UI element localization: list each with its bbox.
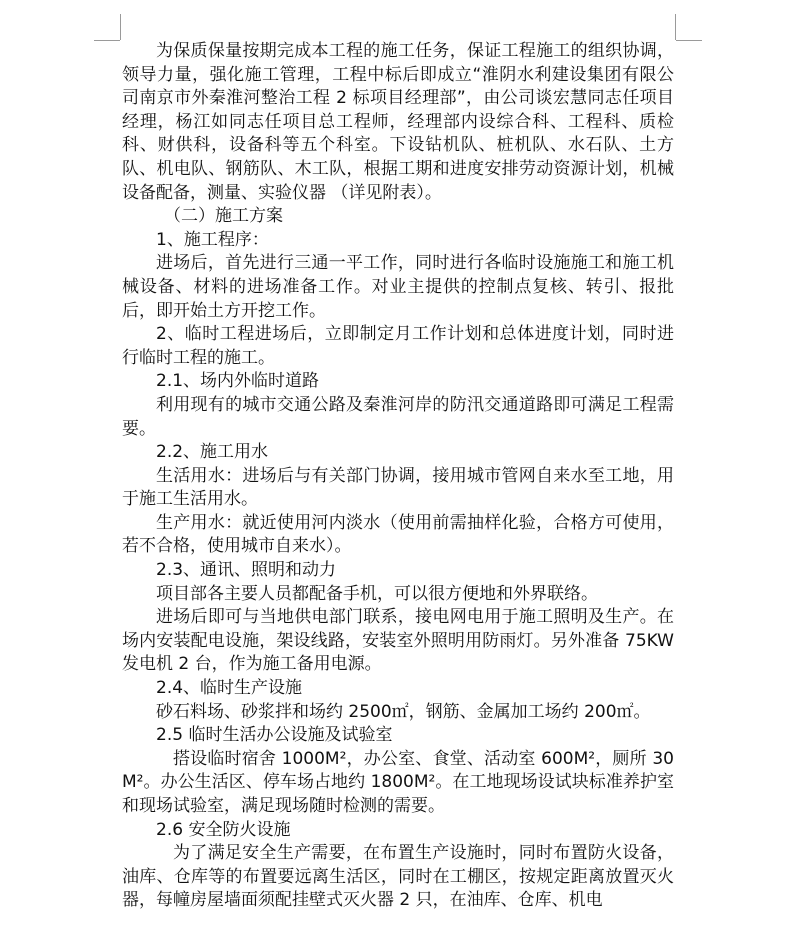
paragraph: 为了满足安全生产需要，在布置生产设施时，同时布置防火设备，油库、仓库等的布置要远离生活区，同时在工棚区，按规定距离放置灭火器，每幢房屋墙面须配挂壁式灭火器 2 只，在油库、仓库、机电 [122, 843, 674, 911]
paragraph: 进场后即可与当地供电部门联系，接电网电用于施工照明及生产。在场内安装配电设施，架设线路，安装室外照明用防雨灯。另外准备 75KW 发电机 2 台，作为施工备用电源。 [122, 607, 674, 675]
margin-corner-mark [120, 14, 121, 40]
paragraph: 项目部各主要人员都配备手机，可以很方便地和外界联络。 [156, 583, 598, 604]
paragraph: 2、临时工程进场后，立即制定月工作计划和总体进度计划，同时进行临时工程的施工。 [122, 324, 674, 368]
subsection-heading: 2.1、场内外临时道路 [156, 371, 320, 392]
subsection-heading: 2.4、临时生产设施 [156, 678, 303, 699]
paragraph: 生产用水：就近使用河内淡水（使用前需抽样化验，合格方可使用，若不合格，使用城市自来水）。 [122, 512, 674, 557]
section-heading: （二）施工方案 [164, 206, 283, 227]
paragraph: 为保质保量按期完成本工程的施工任务，保证工程施工的组织协调，领导力量，强化施工管理，工程中标后即成立“淮阴水利建设集团有限公司南京市外秦淮河整治工程 2 标项目经理部”，由公司谈宏慧同志任项目经理，杨江如同志任项目总工程师，经理部内设综合科、工程科、质检科、财供科，设备科等五个科室。下设钻机队、桩机队、水石队、土方队、机电队、钢筋队、木工队，根据工期和进度安排劳动资源计划，机械设备配备，测量、实验仪器 （详见附表）。 [122, 41, 674, 203]
subsection-heading: 2.2、施工用水 [156, 442, 269, 463]
document-body [122, 40, 674, 913]
margin-corner-mark [94, 40, 120, 41]
paragraph: 搭设临时宿舍 1000M²，办公室、食堂、活动室 600M²，厕所 30M²。办公生活区、停车场占地约 1800M²。在工地现场设试块标准养护室和现场试验室，满足现场随时检测的需要。 [122, 748, 674, 816]
paragraph: 利用现有的城市交通公路及秦淮河岸的防汛交通道路即可满足工程需要。 [122, 394, 674, 439]
paragraph: 砂石料场、砂浆拌和场约 2500㎡，钢筋、金属加工场约 200㎡。 [156, 701, 651, 722]
subsection-heading: 2.3、通讯、照明和动力 [156, 560, 337, 581]
subsection-heading: 2.6 安全防火设施 [156, 819, 291, 840]
paragraph: 进场后，首先进行三通一平工作，同时进行各临时设施施工和施工机械设备、材料的进场准备工作。对业主提供的控制点复核、转引、报批后，即开始土方开挖工作。 [122, 253, 674, 321]
paragraph: 生活用水：进场后与有关部门协调，接用城市管网自来水至工地，用于施工生活用水。 [122, 465, 674, 510]
subsection-heading: 1、施工程序： [156, 229, 269, 250]
margin-corner-mark [676, 40, 702, 41]
margin-corner-mark [675, 14, 676, 40]
subsection-heading: 2.5 临时生活办公设施及试验室 [156, 725, 393, 746]
